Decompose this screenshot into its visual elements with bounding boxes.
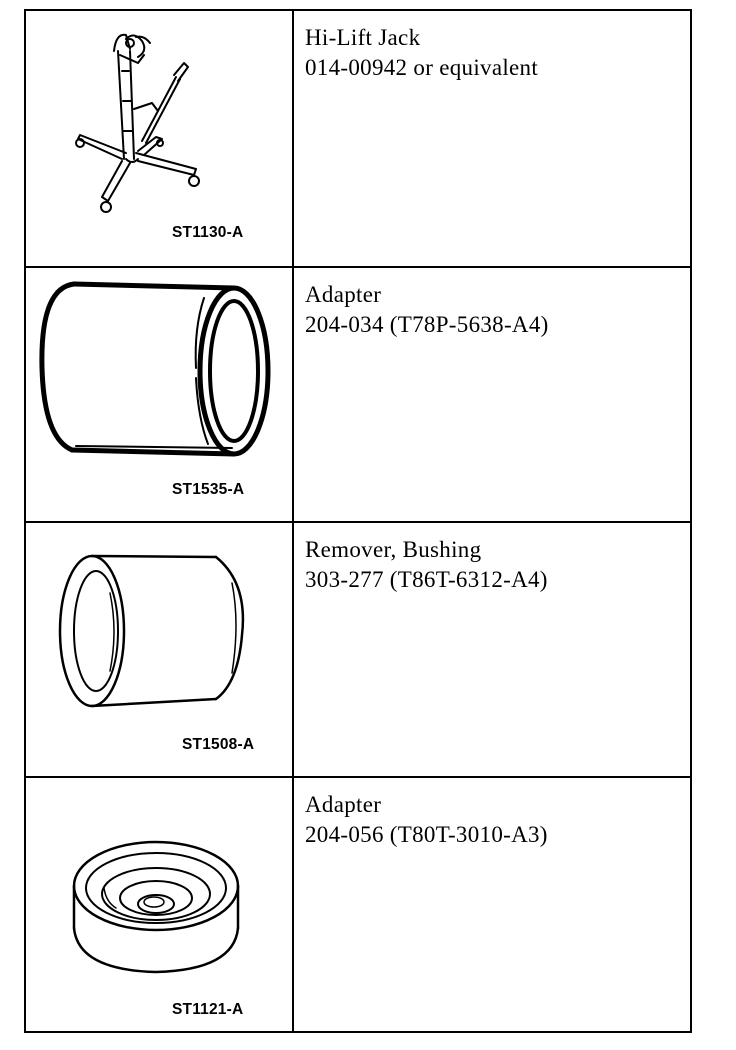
tool-description	[305, 790, 548, 850]
stepped-adapter-illustration	[26, 778, 292, 1031]
tool-description	[305, 23, 538, 83]
tool-name: Remover, Bushing	[305, 537, 482, 562]
tool-desc-cell-4	[294, 778, 690, 1031]
tool-image-cell-4	[26, 778, 294, 1031]
tool-part-number: 204-034 (T78P-5638-A4)	[305, 312, 549, 337]
tool-image-cell-1	[26, 11, 294, 268]
tool-image-cell-3	[26, 523, 294, 778]
tool-desc-cell-3	[294, 523, 690, 778]
adapter-sleeve-illustration	[26, 268, 292, 521]
tool-description	[305, 535, 548, 595]
tool-image-cell-2	[26, 268, 294, 523]
tool-code-label: ST1121-A	[172, 1001, 244, 1018]
tool-part-number: 204-056 (T80T-3010-A3)	[305, 822, 548, 847]
tool-description	[305, 280, 549, 340]
hi-lift-jack-illustration	[26, 11, 292, 266]
tool-desc-cell-2	[294, 268, 690, 523]
tool-desc-cell-1	[294, 11, 690, 268]
tool-part-number: 014-00942 or equivalent	[305, 55, 539, 80]
special-tools-table	[24, 9, 692, 1033]
tool-name: Adapter	[305, 282, 382, 307]
tool-part-number: 303-277 (T86T-6312-A4)	[305, 567, 548, 592]
tool-code-label: ST1508-A	[182, 736, 255, 753]
tool-code-label: ST1130-A	[172, 224, 244, 241]
tool-name: Hi-Lift Jack	[305, 25, 421, 50]
tool-code-label: ST1535-A	[172, 481, 245, 498]
tool-name: Adapter	[305, 792, 382, 817]
